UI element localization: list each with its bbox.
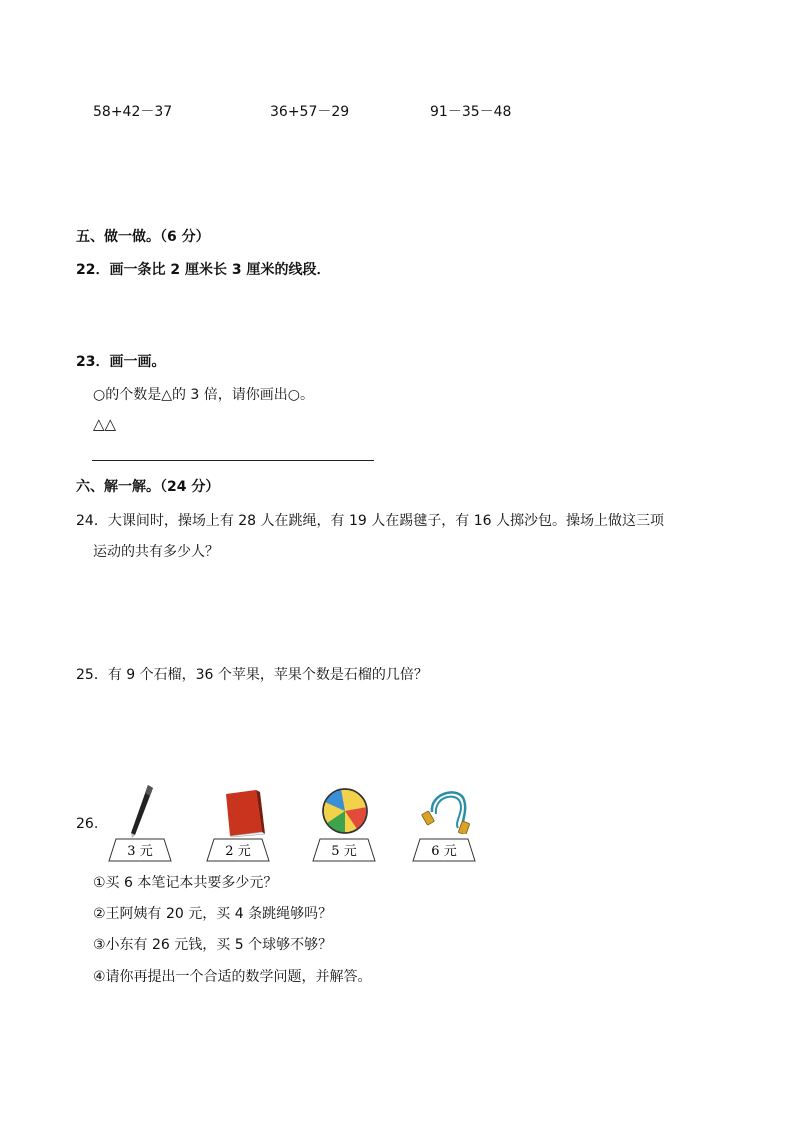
question-26-sub-3: ③小东有 26 元钱，买 5 个球够不够？ [93, 937, 333, 953]
question-26-sub-1: ①买 6 本笔记本共要多少元？ [93, 875, 278, 891]
price-card-ball [312, 838, 376, 862]
expression-1: 58+42－37 [93, 104, 173, 120]
price-card-pen [108, 838, 172, 862]
question-24-line2: 运动的共有多少人？ [93, 544, 219, 560]
ball-icon [321, 787, 369, 835]
question-25: 25．有 9 个石榴，36 个苹果，苹果个数是石榴的几倍？ [76, 667, 428, 683]
question-26-sub-2: ②王阿姨有 20 元，买 4 条跳绳够吗？ [93, 906, 333, 922]
question-26-sub-4: ④请你再提出一个合适的数学问题，并解答。 [93, 969, 372, 985]
price-pen: 3 元 [127, 844, 153, 859]
drawing-line [92, 460, 374, 461]
price-notebook: 2 元 [225, 844, 251, 859]
price-jump-rope: 6 元 [431, 844, 457, 859]
notebook-icon [222, 788, 266, 838]
question-24-line1: 24．大课间时，操场上有 28 人在跳绳，有 19 人在踢毽子，有 16 人掷沙包。操场上做这三项 [76, 513, 664, 529]
price-card-notebook [206, 838, 270, 862]
question-23-title: 23．画一画。 [76, 354, 166, 370]
expression-3: 91－35－48 [430, 104, 512, 120]
triangles: △△ [93, 415, 117, 433]
price-card-jump-rope [412, 838, 476, 862]
question-23-text: ○的个数是△的 3 倍，请你画出○。 [93, 387, 315, 403]
question-26-number: 26. [76, 816, 99, 832]
price-ball: 5 元 [331, 844, 357, 859]
jump-rope-icon [420, 786, 476, 834]
section6-heading: 六、解一解。（24 分） [76, 479, 220, 495]
section5-heading: 五、做一做。（6 分） [76, 229, 210, 245]
question-22: 22．画一条比 2 厘米长 3 厘米的线段． [76, 262, 331, 278]
pen-icon [126, 783, 156, 839]
expression-2: 36+57－29 [270, 104, 350, 120]
